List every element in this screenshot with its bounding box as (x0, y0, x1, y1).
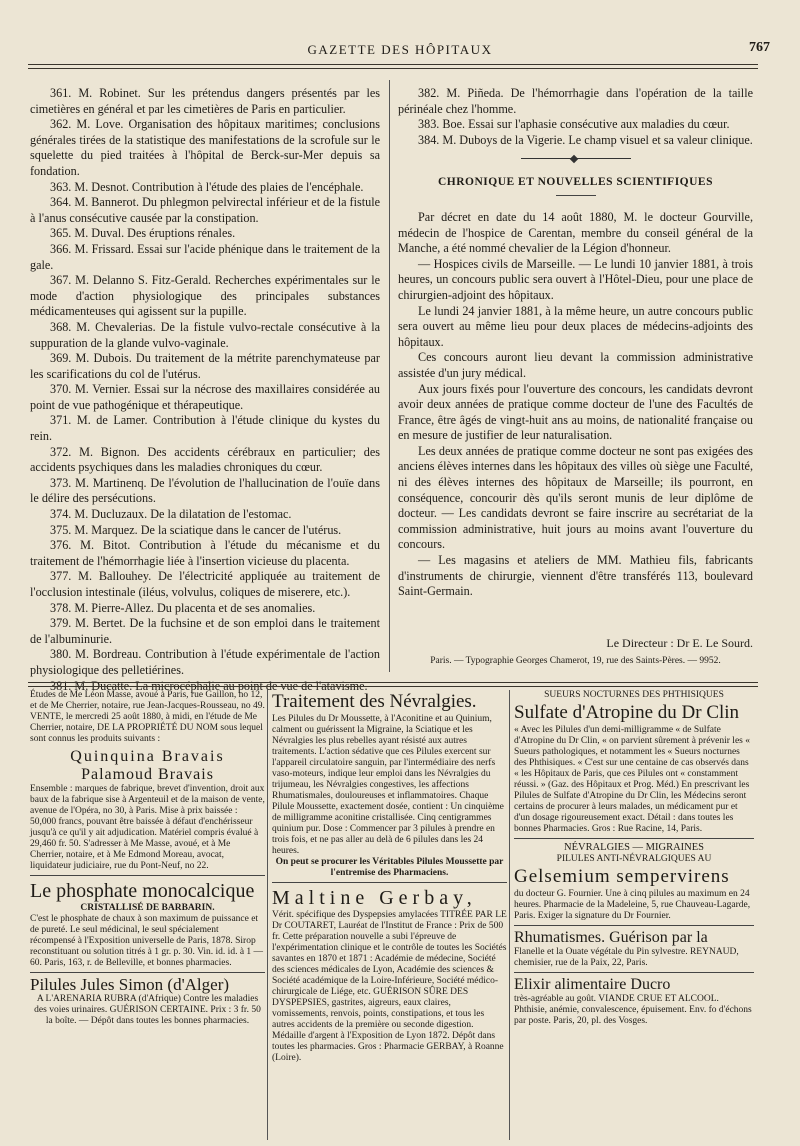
ads-divider (509, 690, 510, 1140)
chronicle-paragraph: Aux jours fixés pour l'ouverture des concours, les candidats devront avoir deux années de pratique comme docteur de l'une des Facultés de France, être âgés de vingt-huit ans au moins, de nationalité française ou en mesure de justifier de leur naturalisation. (398, 381, 753, 443)
ads-rule (28, 682, 758, 683)
chronicle-paragraph: — Les magasins et ateliers de MM. Mathieu fils, fabricants d'instruments de chirurgie, viennent d'être transférés 113, boulevard Saint-Germain. (398, 553, 753, 599)
list-item: 364. M. Bannerot. Du phlegmon pelvirectal inférieur et de la fistule à l'anus consécutive causée par la constipation. (30, 195, 380, 225)
ad-rule (30, 972, 265, 973)
ad-rule (514, 838, 754, 839)
simon-title: Pilules Jules Simon (d'Alger) (30, 975, 230, 994)
neuralgia-footer: On peut se procurer les Véritables Pilules Moussette par l'entremise des Pharmaciens. (275, 857, 504, 878)
sale-notice: Études de Me Léon Masse, avoué à Paris, rue Gaillon, no 12, et de Me Cherrier, notaire, rue Jean-Jacques-Rousseau, no 49. VENTE, le mercredi 25 août 1880, à midi, en l'étude de Me Cherrier, notaire, DE LA PROPRIÉTÉ DU NOM sous lequel sont connus les produits suivants : (30, 690, 265, 744)
ad-rule (514, 972, 754, 973)
elixir-text: très-agréable au goût. VIANDE CRUE ET ALCOOL. Phthisie, anémie, convalescence, épuisement. Env. fo d'échons par poste. Paris, 20, pl. des Vosges. (514, 994, 752, 1027)
sale-title: Quinquina Bravais (70, 748, 225, 765)
gelsemium-heading: NÉVRALGIES — MIGRAINES (564, 842, 704, 853)
ads-rule (28, 686, 758, 687)
chronicle-paragraph: Le lundi 24 janvier 1881, à la même heure, un autre concours public sera ouvert au même lieu pour deux places de médecins-adjoints des hôpitaux. (398, 303, 753, 349)
atropine-title: Sulfate d'Atropine du Dr Clin (514, 702, 740, 723)
list-item: 365. M. Duval. Des éruptions rénales. (50, 226, 236, 241)
list-item: 373. M. Martinenq. De l'évolution de l'hallucination de l'ouïe dans le délire des persécutions. (30, 475, 380, 506)
ads-divider (267, 690, 268, 1140)
list-item: 363. M. Desnot. Contribution à l'étude des plaies de l'encéphale. (50, 179, 364, 194)
sale-title-2: Palamoud Bravais (81, 766, 214, 783)
heading-rule (556, 195, 596, 196)
list-item: 366. M. Frissard. Essai sur l'acide phénique dans le traitement de la gale. (30, 241, 380, 272)
section-ornament (521, 158, 631, 159)
page-header (30, 40, 770, 58)
list-item: 362. M. Love. Organisation des hôpitaux maritimes; conclusions générales tirées de la statistique des manifestations de la scrofule sur le squelette du pied traitées à l'hôpital de Berck-sur-Mer depuis sa fondation. (30, 117, 380, 178)
ad-rule (30, 875, 265, 876)
list-item: 370. M. Vernier. Essai sur la nécrose des maxillaires considérée au point de vue pathogénique et thérapeutique. (30, 382, 380, 412)
chronicle-paragraph: Les deux années de pratique comme docteur ne sont pas exigées des anciens élèves internes dans les hôpitaux des villes où siège une Faculté, ni des élèves internes des hôpitaux de Marseille; ils pourront, en conséquence, concourir dès qu'ils seront munis de leur diplôme de docteur. — Les candidats devront se faire inscrire au secrétariat de la commission administrative, huit jours au moins avant l'ouverture du concours. (398, 443, 753, 552)
ads-column-3 (514, 690, 754, 1027)
chronicle-paragraph: — Hospices civils de Marseille. — Le lundi 10 janvier 1881, à trois heures, un concours public sera ouvert à l'Hôtel-Dieu, pour une place de chirurgien-adjoint des hôpitaux. (398, 256, 753, 302)
list-item: 372. M. Bignon. Des accidents cérébraux en particulier; des accidents psychiques dans les maladies chroniques du cœur. (30, 444, 380, 475)
ad-rule (272, 882, 507, 883)
list-item: 380. M. Bordreau. Contribution à l'étude expérimentale de l'action physiologique des pelletiérines. (30, 647, 380, 677)
rheumatism-text: Flanelle et la Ouate végétale du Pin sylvestre. REYNAUD, chemisier, rue de la Paix, 22, Paris. (514, 947, 739, 969)
chronicle-paragraph: Ces concours auront lieu devant la commission administrative assistée d'un jury médical. (398, 350, 753, 380)
phosphate-subtitle: CRISTALLISÉ DE BARBARIN. (80, 903, 215, 913)
column-divider (389, 80, 390, 672)
maltine-title: Maltine Gerbay, (272, 887, 477, 909)
phosphate-title: Le phosphate monocalcique (30, 880, 255, 902)
list-item: 383. Boe. Essai sur l'aphasie consécutive aux maladies du cœur. (418, 117, 730, 132)
list-item: 376. M. Bitot. Contribution à l'étude du mécanisme et du traitement de l'hémorrhagie liée à l'insertion vicieuse du placenta. (30, 538, 380, 568)
list-item: 369. M. Dubois. Du traitement de la métrite parenchymateuse par les scarifications du col de l'utérus. (30, 351, 380, 381)
sale-details: Ensemble : marques de fabrique, brevet d'invention, droit aux baux de la fabrique sise à Argenteuil et de la maison de vente, avenue de l'Opéra, no 30, à Paris. Mise à prix baissée : 50,000 francs, pouvant être baissée à défaut d'enchérisseur jusqu'à ce qu'il y ait adjudication. Matériel compris évalué à 29,460 fr. 50. S'adresser à Me Masse, avoué, et à Me Cherrier, notaire, et à Me Edmond Moreau, avocat, liquidateur judiciaire, rue du Pont-Neuf, no 22. (30, 784, 265, 871)
list-item: 377. M. Ballouhey. De l'électricité appliquée au traitement de l'occlusion intestinale (iléus, volvulus, coliques de miserere, etc.). (30, 569, 380, 599)
list-item: 378. M. Pierre-Allez. Du placenta et de ses anomalies. (50, 600, 316, 615)
ad-rule (514, 925, 754, 926)
header-rule (28, 68, 758, 69)
ads-column-2 (272, 690, 507, 1064)
chronicle-paragraph: Par décret en date du 14 août 1880, M. le docteur Gourville, médecin de l'hospice de Carentan, membre du conseil général de la Manche, a été nommé chevalier de la Légion d'honneur. (398, 209, 753, 256)
gelsemium-title: Gelsemium sempervirens (514, 866, 730, 888)
gelsemium-text: du docteur G. Fournier. Une à cinq pilules au maximum en 24 heures. Pharmacie de la Madeleine, 5, rue Chauveau-Lagarde, Paris. Exiger la signature du Dr Fournier. (514, 889, 751, 922)
rheumatism-title: Rhumatismes. Guérison par la (514, 929, 708, 947)
list-item: 361. M. Robinet. Sur les prétendus dangers présentés par les cimetières en général et par les cimetières de Paris en particulier. (30, 86, 380, 116)
list-item: 381. M. Ducatte. La microcéphalie au point de vue de l'atavisme. (50, 678, 368, 693)
list-item: 375. M. Marquez. De la sciatique dans le cancer de l'utérus. (50, 522, 342, 537)
list-item: 368. M. Chevalerias. De la fistule vulvo-rectale consécutive à la suppuration de la glande vulvo-vaginale. (30, 319, 380, 350)
page-number: 767 (749, 40, 770, 55)
list-item: 382. M. Piñeda. De l'hémorrhagie dans l'opération de la taille périnéale chez l'homme. (398, 86, 753, 116)
maltine-text: Vérit. spécifique des Dyspepsies amylacées TITRÉE PAR LE Dr COUTARET, Lauréat de l'Institut de France : Prix de 500 fr. Cette préparation nouvelle a subi l'épreuve de l'expérimentation clinique et le contrôle de toutes les Sociétés savantes en 1870 et 1871 : Académie de médecine, Société des sciences médicales de Lyon, Académie des sciences & Société académique de la Loire-Inférieure, Société médico-chirurgicale de Liége, etc. GUÉRISON SÛRE DES DYSPEPSIES, gastrites, aigreurs, eaux claires, vomissements, renvois, points, constipations, et tous les autres accidents de la première ou seconde digestion. Médaille d'argent à l'Exposition de Lyon 1872. Dépôt dans toutes les pharmacies. Gros : Pharmacie GERBAY, à Roanne (Loire). (272, 910, 507, 1063)
neuralgia-title: Traitement des Névralgies. (272, 691, 477, 712)
gelsemium-subheading: PILULES ANTI-NÉVRALGIQUES AU (556, 854, 712, 865)
atropine-heading: SUEURS NOCTURNES DES PHTHISIQUES (544, 690, 724, 700)
header-rule (28, 64, 758, 65)
list-item: 374. M. Ducluzaux. De la dilatation de l'estomac. (50, 507, 292, 522)
neuralgia-text: Les Pilules du Dr Moussette, à l'Aconitine et au Quinium, calment ou guérissent la Migraine, la Sciatique et les Névralgies les plus rebelles ayant résisté aux autres traitements. L'action sédative que ces Pilules exercent sur l'appareil circulatoire sanguin, par l'intermédiaire des nerfs vaso-moteurs, indique leur emploi dans les Névralgies du trijumeau, les Névralgies congestives, les affections Rhumatismales, douloureuses et inflammatoires. Chaque Pilule Moussette, exactement dosée, contient : Un cinquième de milligramme aconitine cristallisée. Cinq centigrammes quinium pur. Dose : Commencer par 3 pilules à prendre en trois fois, et ne pas aller au delà de 6 pilules dans les 24 heures. (272, 714, 504, 856)
list-item: 379. M. Bertet. De la fuchsine et de son emploi dans le traitement de l'albuminurie. (30, 616, 380, 646)
ads-column-1 (30, 690, 265, 1027)
atropine-text: « Avec les Pilules d'un demi-milligramme « de Sulfate d'Atropine du Dr Clin, « on parvient sûrement à prévenir les « Sueurs pathologiques, et notamment les « Sueurs nocturnes des Phthisiques. « C'est sur une centaine de cas observés dans « les Hôpitaux de Paris, que ces Pilules ont « constamment réussi. » (Gaz. des Hôpitaux et Prog. Méd.) En prescrivant les Pilules de Sulfate d'Atropine du Dr Clin, les Médecins seront certains de procurer à leurs malades, un médicament pur et d'un dosage rigoureusement exact. Détail : dans toutes les bonnes Pharmacies. Gros : Rue Racine, 14, Paris. (514, 725, 750, 834)
journal-title: GAZETTE DES HÔPITAUX (307, 42, 493, 57)
simon-text: A L'ARENARIA RUBRA (d'Afrique) Contre les maladies des voies urinaires. GUÉRISON CERTAINE. Prix : 3 fr. 50 la boîte. — Dépôt dans toutes les bonnes pharmacies. (34, 994, 261, 1026)
list-item: 384. M. Duboys de la Vigerie. Le champ visuel et sa valeur clinique. (418, 132, 753, 147)
list-item: 371. M. de Lamer. Contribution à l'étude clinique du kystes du rein. (30, 413, 380, 444)
chronicle-heading: CHRONIQUE ET NOUVELLES SCIENTIFIQUES (437, 176, 713, 189)
list-item: 367. M. Delanno S. Fitz-Gerald. Recherches expérimentales sur le mode d'action physiologique des principales substances médicamenteuses qui agissent sur la pupille. (30, 273, 380, 319)
elixir-title: Elixir alimentaire Ducro (514, 976, 671, 994)
printer-imprint: Paris. — Typographie Georges Chamerot, 19, rue des Saints-Pères. — 9952. (430, 656, 721, 666)
thesis-list-left (30, 86, 380, 694)
director-signature: Le Directeur : Dr E. Le Sourd. (606, 636, 753, 650)
phosphate-text: C'est le phosphate de chaux à son maximum de puissance et de pureté. Le seul médicinal, le seul spécialement récompensé à l'Exposition universelle de Paris, 1878. Sirop reconstituant ou solution titrés à 1 gr. p. 30. Vin. id. id. à 1 — 60. Paris, 163, r. de Belleville, et bonnes pharmacies. (30, 914, 264, 968)
right-column (398, 86, 753, 600)
